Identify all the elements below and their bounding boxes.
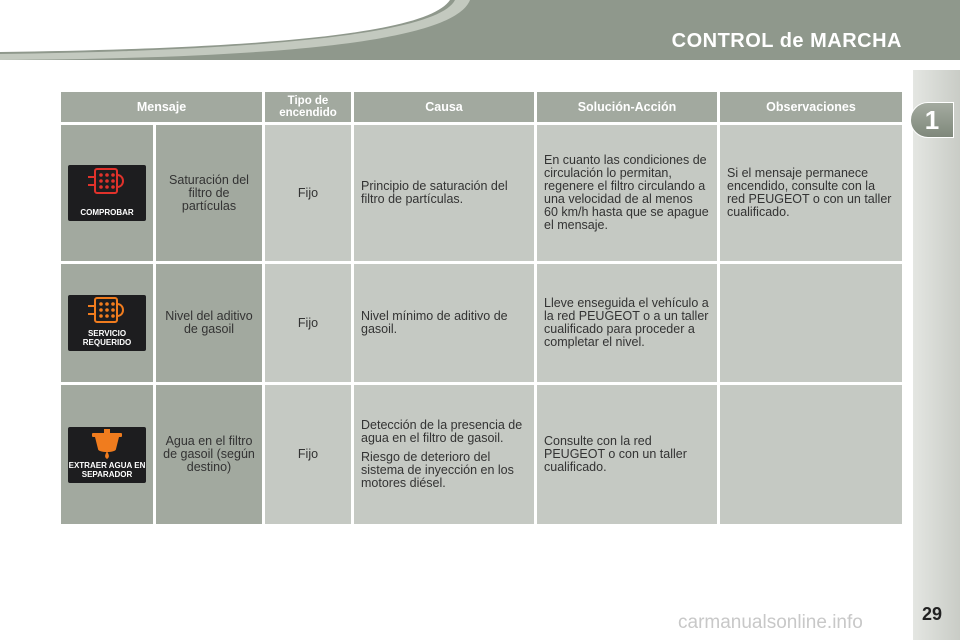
page-title: CONTROL de MARCHA — [671, 30, 902, 52]
column-header-observations: Observaciones — [720, 92, 902, 122]
table-row — [61, 385, 902, 524]
solution-cell: Consulte con la red PEUGEOT o con un taller cualificado. — [537, 385, 717, 524]
cause-cell — [354, 264, 534, 382]
table-row — [61, 264, 902, 382]
type-cell: Fijo — [265, 125, 351, 261]
cause-text: Nivel mínimo de aditivo de gasoil. — [361, 309, 508, 336]
cause-cell — [354, 385, 534, 524]
solution-cell: Lleve enseguida el vehículo a la red PEUGEOT o a un taller cualificado para proceder a completar el nivel. — [537, 264, 717, 382]
page-number: 29 — [922, 604, 943, 624]
chapter-badge[interactable]: 1 — [910, 102, 954, 138]
water-in-fuel-warning-icon — [68, 427, 146, 483]
particle-filter-warning-icon — [68, 165, 146, 221]
additive-level-warning-icon — [68, 295, 146, 351]
type-cell: Fijo — [265, 264, 351, 382]
icon-label: SERVICIO REQUERIDO — [82, 329, 132, 347]
message-cell: Saturación del filtro de partículas — [156, 125, 262, 261]
icon-cell — [61, 125, 153, 261]
column-header-message: Mensaje — [61, 92, 262, 122]
cause-cell — [354, 125, 534, 261]
warning-messages-table — [58, 89, 905, 527]
column-header-cause: Causa — [354, 92, 534, 122]
cause-text: Detección de la presencia de agua en el filtro de gasoil. — [361, 418, 523, 445]
column-header-solution: Solución-Acción — [537, 92, 717, 122]
observations-cell — [720, 385, 902, 524]
cause-text: Principio de saturación del filtro de partículas. — [361, 179, 508, 206]
watermark: carmanualsonline.info — [678, 612, 863, 633]
icon-label: EXTRAER AGUA EN SEPARADOR — [68, 460, 146, 479]
table-row — [61, 125, 902, 261]
icon-label: COMPROBAR — [80, 208, 134, 217]
chapter-sidebar — [913, 70, 960, 640]
message-cell: Nivel del aditivo de gasoil — [156, 264, 262, 382]
type-cell: Fijo — [265, 385, 351, 524]
table-header-row — [61, 92, 902, 122]
column-header-type: Tipo de encendido — [265, 92, 351, 122]
observations-cell — [720, 264, 902, 382]
message-cell: Agua en el filtro de gasoil (según destino) — [156, 385, 262, 524]
solution-cell: En cuanto las condiciones de circulación lo permitan, regenere el filtro circulando a una velocidad de al menos 60 km/h hasta que se apague el mensaje. — [537, 125, 717, 261]
icon-cell — [61, 264, 153, 382]
cause-text: Riesgo de deterioro del sistema de inyección en los motores diésel. — [361, 450, 514, 490]
observations-cell: Si el mensaje permanece encendido, consulte con la red PEUGEOT o con un taller cualificado. — [720, 125, 902, 261]
icon-cell — [61, 385, 153, 524]
